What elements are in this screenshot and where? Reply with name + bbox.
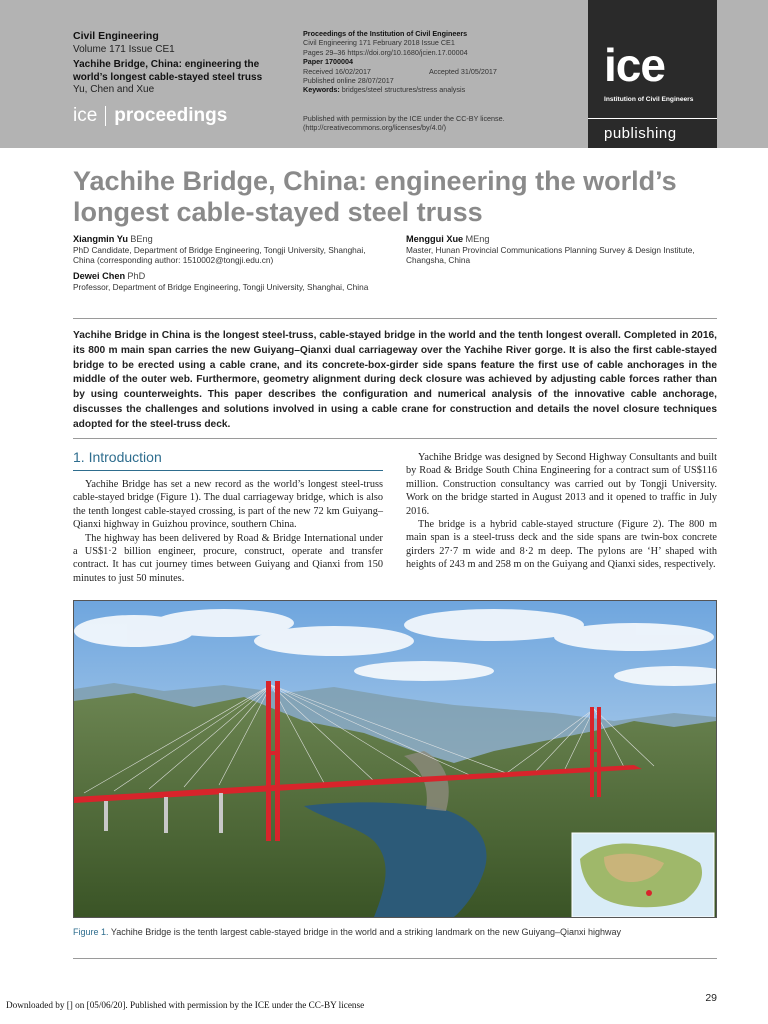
dates-row bbox=[303, 67, 583, 76]
download-footer: Downloaded by [] on [05/06/20]. Published with permission by the ICE under the CC-BY license bbox=[6, 1000, 365, 1010]
received-date: Received 16/02/2017 bbox=[303, 66, 371, 76]
pages-doi: Pages 29–36 https://doi.org/10.1680/jcien.17.00004 bbox=[303, 47, 468, 57]
proceedings-title: Proceedings of the Institution of Civil Engineers bbox=[303, 29, 468, 38]
series-proceedings: proceedings bbox=[114, 105, 228, 126]
page-number: 29 bbox=[705, 992, 717, 1004]
author-name: Xiangmin Yu bbox=[73, 234, 128, 244]
accepted-date: Accepted 31/05/2017 bbox=[428, 66, 497, 76]
series-label bbox=[73, 105, 227, 127]
journal-info bbox=[73, 30, 293, 97]
section-heading: 1. Introduction bbox=[73, 449, 162, 465]
series-ice: ice bbox=[73, 105, 98, 126]
paragraph: Yachihe Bridge was designed by Second Highway Consultants and built by Road & Bridge South China Engineering for a contract sum of US$116 million. Construction consultancy was carried out by Tongji University. Work on the bridge started in August 2013 and it opened to traffic in July 2016. bbox=[406, 452, 717, 517]
figure-caption-text: Yachihe Bridge is the tenth largest cable-stayed bridge in the world and a striking landmark on the new Guiyang–Qianxi highway bbox=[110, 927, 622, 937]
license-note: Published with permission by the ICE under the CC-BY license. (http://creativecommons.org/licenses/by/4.0/) bbox=[303, 114, 505, 133]
keywords-value: bridges/steel structures/stress analysis bbox=[341, 85, 466, 95]
paper-title: Yachihe Bridge, China: engineering the world’s longest cable-stayed steel truss bbox=[73, 166, 677, 227]
logo-divider bbox=[588, 118, 717, 119]
paragraph: Yachihe Bridge has set a new record as the world’s longest steel-truss cable-stayed bridge (Figure 1). The dual carriageway bridge, which is also the tenth longest cable-stayed crossing, is part of the new 72 km Guiyang–Qianxi highway in Guizhou province, southern China. bbox=[73, 479, 383, 531]
publication-details bbox=[303, 29, 583, 133]
series-divider bbox=[105, 106, 106, 126]
figure-photo bbox=[73, 600, 717, 918]
keywords bbox=[303, 85, 583, 94]
bridge-photo-illustration bbox=[74, 601, 716, 917]
author-block bbox=[73, 271, 373, 292]
author-affiliation: Master, Hunan Provincial Communications Planning Survey & Design Institute, Changsha, China bbox=[406, 244, 695, 265]
author-affiliation: PhD Candidate, Department of Bridge Engineering, Tongji University, Shanghai, China (corresponding author: 1510002@tongji.edu.cn) bbox=[73, 244, 366, 265]
author-degree: BEng bbox=[130, 234, 153, 244]
abstract: Yachihe Bridge in China is the longest steel-truss, cable-stayed bridge in the world and the tenth longest overall. Completed in 2016, its 800 m main span carries the new Guiyang–Qianxi dual carriageway over the Yachihe River gorge. It is also the first cable-stayed bridge to be erected using a cable crane, and its concrete-box-girder side spans feature the first use of cable anchorages in the middle of the outer web. Furthermore, geometry alignment during deck closure was achieved by adjusting cable forces rather than by using counterweights. This paper describes the configuration and numerical analysis of the innovative cable anchorage, discusses the challenges and solutions involved in using a cable crane for construction and details the novel closure techniques adopted for the steel-truss deck. bbox=[73, 330, 717, 430]
paper-number: Paper 1700004 bbox=[303, 57, 353, 67]
author-degree: MEng bbox=[465, 234, 490, 244]
figure-caption bbox=[73, 927, 717, 939]
map-inset bbox=[572, 833, 714, 917]
published-date: Published online 28/07/2017 bbox=[303, 76, 394, 86]
author-block bbox=[406, 234, 706, 266]
abstract-bottom-rule bbox=[73, 438, 717, 439]
body-column-right bbox=[406, 451, 717, 572]
ice-publishing-logo bbox=[588, 0, 717, 148]
logo-mark: ice bbox=[604, 39, 665, 91]
logo-publishing: publishing bbox=[604, 125, 677, 142]
running-title: Yachihe Bridge, China: engineering the world’s longest cable-stayed steel truss bbox=[73, 59, 263, 83]
paragraph: The bridge is a hybrid cable-stayed structure (Figure 2). The 800 m main span is a steel-truss deck and the side spans are twin-box concrete girders 27·7 m wide and 8·2 m deep. The pylons are ‘H’ shaped with heights of 243 m and 258 m on the Guiyang and Qianxi sides, respectively. bbox=[406, 519, 717, 571]
author-block bbox=[73, 234, 373, 266]
keywords-label: Keywords: bbox=[303, 85, 340, 95]
author-affiliation: Professor, Department of Bridge Engineering, Tongji University, Shanghai, China bbox=[73, 281, 369, 292]
section-heading-rule bbox=[73, 470, 383, 471]
running-authors: Yu, Chen and Xue bbox=[73, 84, 155, 95]
citation: Civil Engineering 171 February 2018 Issue CE1 bbox=[303, 38, 455, 48]
author-name: Dewei Chen bbox=[73, 271, 126, 281]
paragraph: The highway has been delivered by Road & Bridge International under a US$1·2 billion engineer, procure, construct, operate and transfer contract. It has cut journey times between Guiyang and Qianxi from 150 minutes to just 50 minutes. bbox=[73, 532, 383, 584]
logo-institution: Institution of Civil Engineers bbox=[604, 96, 694, 103]
journal-volume: Volume 171 Issue CE1 bbox=[73, 44, 175, 55]
figure-label: Figure 1. bbox=[73, 927, 109, 937]
caption-rule bbox=[73, 958, 717, 959]
abstract-top-rule bbox=[73, 318, 717, 319]
journal-header bbox=[0, 0, 768, 148]
journal-name: Civil Engineering bbox=[73, 30, 159, 42]
author-degree: PhD bbox=[127, 271, 146, 281]
author-name: Menggui Xue bbox=[406, 234, 464, 244]
body-column-left bbox=[73, 478, 383, 585]
